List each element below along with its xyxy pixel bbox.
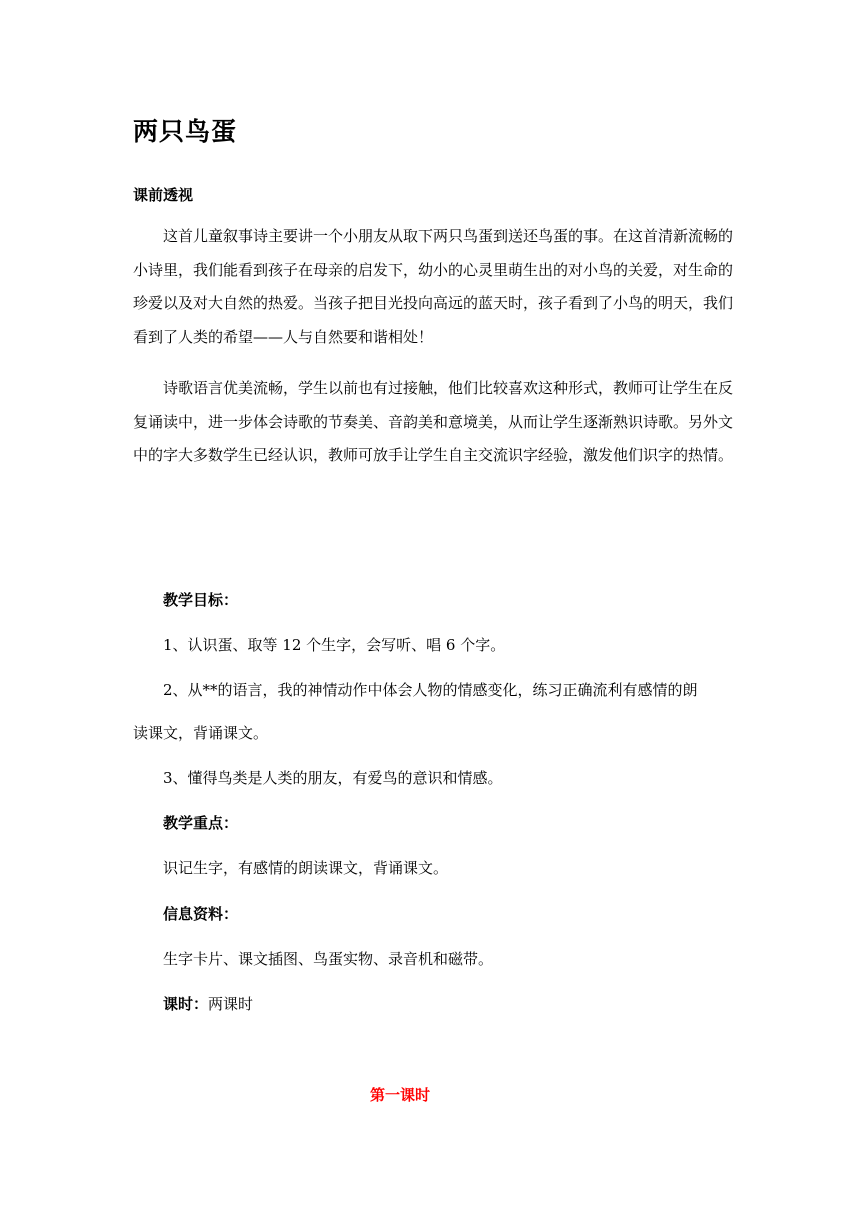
goals-heading: 教学目标： (163, 591, 239, 609)
focus-heading: 教学重点： (163, 814, 239, 832)
lesson-heading: 第一课时 (369, 1086, 430, 1104)
goal-item-2-continued: 读课文，背诵课文。 (133, 724, 269, 742)
section-heading-preview: 课前透视 (133, 186, 194, 204)
page-title: 两只鸟蛋 (133, 117, 238, 146)
info-heading: 信息资料： (163, 905, 239, 923)
goal-item-3: 3、懂得鸟类是人类的朋友，有爱鸟的意识和情感。 (163, 769, 503, 787)
class-hours (163, 993, 253, 1014)
paragraph-language: 诗歌语言优美流畅，学生以前也有过接触，他们比较喜欢这种形式，教师可让学生在反复诵读中，进一步体会诗歌的节奏美、音韵美和意境美，从而让学生逐渐熟识诗歌。另外文中的字大多数学生已经认识，教师可放手让学生自主交流识字经验，激发他们识字的热情。 (133, 379, 734, 464)
class-hours-label: 课时： (163, 995, 209, 1013)
class-hours-value: 两课时 (208, 995, 254, 1013)
focus-text: 识记生字，有感情的朗读课文，背诵课文。 (163, 859, 449, 877)
goal-item-2: 2、从**的语言，我的神情动作中体会人物的情感变化，练习正确流利有感情的朗 (163, 681, 698, 699)
paragraph-intro: 这首儿童叙事诗主要讲一个小朋友从取下两只鸟蛋到送还鸟蛋的事。在这首清新流畅的小诗里，我们能看到孩子在母亲的启发下，幼小的心灵里萌生出的对小鸟的关爱，对生命的珍爱以及对大自然的热爱。当孩子把目光投向高远的蓝天时，孩子看到了小鸟的明天，我们看到了人类的希望——人与自然要和谐相处！ (133, 227, 734, 346)
goal-item-1: 1、认识蛋、取等 12 个生字，会写听、唱 6 个字。 (163, 636, 506, 654)
info-text: 生字卡片、课文插图、鸟蛋实物、录音机和磁带。 (163, 950, 494, 968)
